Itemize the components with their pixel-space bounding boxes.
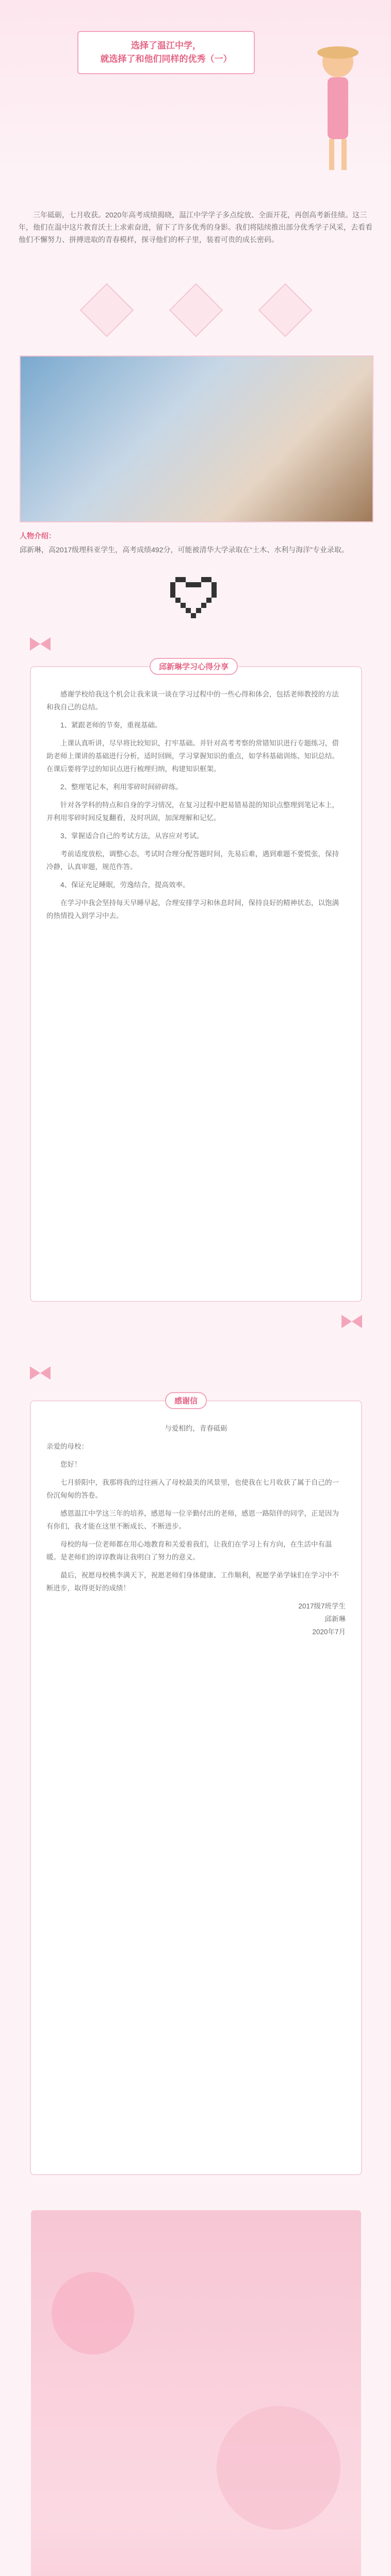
paragraph: 上课认真听讲，尽早将比较知识，打牢基础。并针对高考考察的常错知识进行专题练习，借助老师上课讲的基础进行分析，适时回顾，学习掌握知识的重点，如学科基础训练、知识总结。在课后要将学过的知识点进行梳理归纳，构建知识框架。 [46,739,339,773]
paragraph: 3、掌握适合自己的考试方法，从容应对考试。 [60,832,204,840]
card-tag: 感谢信 [165,1392,207,1409]
card-body [46,688,346,927]
student-photo [20,355,373,522]
cherry-blossom-photo [31,2210,361,2576]
paragraph: 4、保证充足睡眠，劳逸结合，提高效率。 [60,881,190,889]
paragraph: 七月骄阳中，我那将我的过往画入了母校最美的风景里，也使我在七月收获了属于自己的一份沉甸甸的答卷。 [46,1479,339,1499]
flower-icon [169,283,223,337]
letter-hello: 您好！ [60,1461,82,1468]
bow-icon [29,1365,52,1381]
card-tag: 邱新琳学习心得分享 [150,658,238,675]
letter-subtitle: 与爱相约，青春砥砺 [165,1425,227,1432]
paragraph: 在学习中我会坚持每天早睡早起，合理安排学习和休息时间，保持良好的精神状态，以饱满的热情投入到学习中去。 [46,899,339,920]
paragraph: 1、紧跟老师的节奏，重视基础。 [60,721,162,729]
paragraph: 母校的每一位老师都在用心地教育和关爱着我们，让我们在学习上有方向，在生活中有温暖。是老师们的谆谆教诲让我明白了努力的意义。 [46,1540,332,1561]
paragraph: 2、整理笔记本，利用零碎时间碎碎练。 [60,783,183,791]
paragraph: 最后，祝愿母校桃李满天下，祝愿老师们身体健康、工作顺利，祝愿学弟学妹们在学习中不断进步，取得更好的成绩！ [46,1571,339,1592]
title-line-2: 就选择了和他们同样的优秀（一） [100,54,232,64]
sign-name: 邱新琳 [324,1615,346,1623]
paragraph: 感恩温江中学这三年的培养，感恩每一位辛勤付出的老师，感恩一路陪伴的同学，正是因为有你们，我才能在这里不断成长、不断进步。 [46,1510,339,1530]
flower-icon [80,283,134,337]
girl-illustration-icon [309,41,366,175]
blossom-pattern-icon [31,2210,361,2576]
bow-icon [340,1314,363,1329]
article-title [77,31,255,74]
paragraph: 考前适度放松，调整心态，考试时合理分配答题时间，先易后难，遇到难题不要慌张，保持冷静，认真审题，规范作答。 [46,850,339,871]
decorative-row [88,291,304,343]
person-label: 人物介绍： [20,532,56,540]
pixel-heart-icon [170,577,217,618]
sign-class: 2017级7班学生 [298,1602,346,1610]
letter-body [46,1422,346,1638]
experience-card [31,663,361,1301]
sign-date: 2020年7月 [312,1628,346,1636]
hero-banner [0,0,391,185]
bow-icon [29,636,52,652]
flower-icon [258,283,313,337]
thank-you-letter-card [31,1397,361,2174]
paragraph: 针对各学科的特点和自身的学习情况，在复习过程中把易错易混的知识点整理到笔记本上，并利用零碎时间反复翻看，及时巩固，加深理解和记忆。 [46,801,339,822]
intro-paragraph: 三年砥砺，七月收获。2020年高考成绩揭晓，温江中学学子多点绽放、全面开花，再创高考新佳绩。这三年，他们在温中这片教育沃土上求索奋进，留下了许多优秀的身影。我们将陆续推出部分优秀学子风采，去看看他们不懈努力、拼搏进取的青春模样，探寻他们的杯子里，装着可贵的成长密码。 [19,211,372,244]
paragraph: 感谢学校给我这个机会让我来谈一谈在学习过程中的一些心得和体会，包括老师教授的方法和我自己的总结。 [46,690,339,711]
letter-greeting: 亲爱的母校： [46,1443,88,1450]
title-line-1: 选择了温江中学， [131,41,201,50]
person-description: 邱新琳，高2017级理科亚学生，高考成绩492分，可能被清华大学录取在“土木、水利与海洋”专业录取。 [20,546,349,554]
